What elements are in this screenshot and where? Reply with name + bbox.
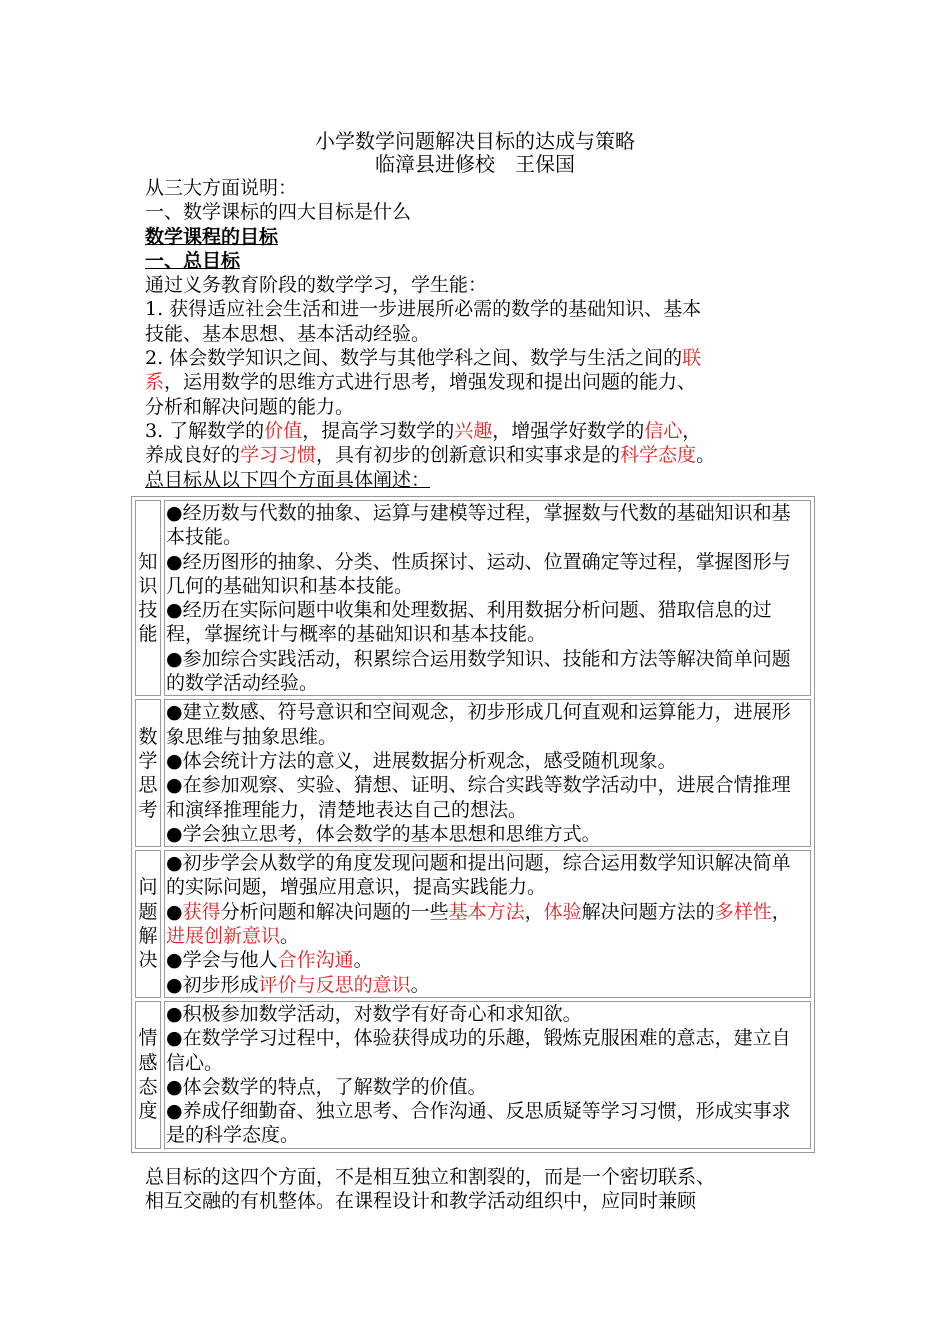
- category-char: 数: [138, 725, 158, 748]
- highlight-text: 基本方法: [448, 900, 525, 923]
- content-cell-attitude: [164, 1001, 811, 1149]
- text: 解决问题方法的: [581, 900, 715, 923]
- goal-item: [166, 900, 809, 949]
- category-char: 问: [138, 876, 158, 899]
- highlight-text: 体验: [543, 900, 582, 923]
- highlight-text: 联: [682, 347, 702, 370]
- goal-item: ●积极参加数学活动，对数学有好奇心和求知欲。: [166, 1002, 582, 1025]
- highlight-text: 学习习惯: [240, 444, 317, 467]
- section-heading: 数学课程的目标: [145, 225, 279, 248]
- category-cell-knowledge: [135, 500, 161, 696]
- category-cell-problem-solving: [135, 850, 161, 998]
- category-char: 学: [138, 749, 158, 772]
- intro-line: 一、数学课标的四大目标是什么: [145, 201, 412, 224]
- summary-line: 总目标从以下四个方面具体阐述：: [145, 468, 431, 491]
- text: ●: [166, 900, 183, 923]
- text: ，: [682, 419, 702, 442]
- goal-item: ●学会独立思考，体会数学的基本思想和思维方式。: [166, 822, 601, 845]
- closing-line: 相互交融的有机整体。在课程设计和教学活动组织中，应同时兼顾: [145, 1190, 697, 1213]
- text: ，: [524, 900, 544, 923]
- highlight-text: 进展创新意识: [166, 925, 281, 948]
- goal-2-line-c: 分析和解决问题的能力。: [145, 395, 355, 418]
- content-cell-knowledge: [164, 500, 811, 696]
- highlight-text: 兴趣: [454, 419, 493, 442]
- category-cell-attitude: [135, 1001, 161, 1149]
- text: 3. 了解数学的: [145, 419, 265, 442]
- text: 。: [353, 949, 373, 972]
- category-char: 知: [138, 550, 158, 573]
- table-row-attitude: [135, 1001, 811, 1149]
- subsection-heading: 一、总目标: [145, 249, 241, 272]
- highlight-text: 多样性: [714, 900, 772, 923]
- goal-item: ●经历图形的抽象、分类、性质探讨、运动、位置确定等过程，掌握图形与几何的基础知识和基本技能。: [166, 550, 791, 597]
- highlight-text: 科学态度: [620, 444, 697, 467]
- content-cell-problem-solving: [164, 850, 811, 998]
- goal-3-line-a: [145, 419, 815, 443]
- category-char: 态: [138, 1075, 158, 1098]
- goal-item: ●在参加观察、实验、猜想、证明、综合实践等数学活动中，进展合情推理和演绎推理能力，清楚地表达自己的想法。: [166, 774, 791, 821]
- highlight-text: 合作沟通: [277, 949, 354, 972]
- text: 。: [696, 444, 716, 467]
- goal-item: ●体会数学的特点，了解数学的价值。: [166, 1075, 487, 1098]
- highlight-text: 信心: [644, 419, 683, 442]
- text: 分析问题和解决问题的一些: [220, 900, 449, 923]
- goal-item: [166, 973, 809, 997]
- text: ，具有初步的创新意识和实事求是的: [316, 444, 621, 467]
- category-char: 技: [138, 599, 158, 622]
- category-char: 度: [138, 1100, 158, 1123]
- goal-2-line-b: [145, 370, 815, 394]
- highlight-text: 价值: [264, 419, 303, 442]
- text: 养成良好的: [145, 444, 241, 467]
- goal-1-line-b: 技能、基本思想、基本活动经验。: [145, 322, 431, 345]
- goal-item: [166, 948, 809, 972]
- category-char: 能: [138, 623, 158, 646]
- highlight-text: 评价与反思的意识: [258, 973, 411, 996]
- goal-item: ●经历在实际问题中收集和处理数据、利用数据分析问题、猎取信息的过程，掌握统计与概率的基础知识和基本技能。: [166, 599, 772, 646]
- table-row-knowledge: [135, 500, 811, 696]
- goal-item: ●建立数感、符号意识和空间观念，初步形成几何直观和运算能力，进展形象思维与抽象思维。: [166, 701, 791, 748]
- category-char: 决: [138, 949, 158, 972]
- goal-1-line-a: 1. 获得适应社会生活和进一步进展所必需的数学的基础知识、基本: [145, 298, 702, 321]
- text: ，: [771, 900, 791, 923]
- category-char: 思: [138, 774, 158, 797]
- text: ●学会与他人: [166, 949, 278, 972]
- category-char: 感: [138, 1051, 158, 1074]
- goal-item: ●在数学学习过程中，体验获得成功的乐趣，锻炼克服困难的意志，建立自信心。: [166, 1027, 791, 1074]
- category-char: 解: [138, 925, 158, 948]
- document-title: 小学数学问题解决目标的达成与策略: [315, 129, 635, 153]
- goal-2-line-a: [145, 346, 815, 370]
- category-char: 情: [138, 1027, 158, 1050]
- closing-line: 总目标的这四个方面，不是相互独立和割裂的，而是一个密切联系、: [145, 1166, 716, 1188]
- category-cell-thinking: [135, 699, 161, 847]
- intro-line: 从三大方面说明：: [145, 177, 298, 199]
- table-row-thinking: [135, 699, 811, 847]
- goal-item: ●养成仔细勤奋、独立思考、合作沟通、反思质疑等学习习惯，形成实事求是的科学态度。: [166, 1100, 791, 1147]
- goal-item: ●初步学会从数学的角度发现问题和提出问题，综合运用数学知识解决简单的实际问题，增强应用意识，提高实践能力。: [166, 852, 791, 899]
- table-row-problem-solving: [135, 850, 811, 998]
- intro-section: [145, 176, 815, 492]
- author-line: 临漳县进修校 王保国: [375, 152, 575, 176]
- text: 。: [280, 925, 300, 948]
- highlight-text: 系: [145, 371, 165, 394]
- goal-item: ●参加综合实践活动，积累综合运用数学知识、技能和方法等解决简单问题的数学活动经验。: [166, 647, 791, 695]
- category-char: 识: [138, 574, 158, 597]
- text: ，提高学习数学的: [302, 419, 455, 442]
- goals-table: [131, 496, 815, 1153]
- text: 2. 体会数学知识之间、数学与其他学科之间、数学与生活之间的: [145, 347, 683, 370]
- category-char: 题: [138, 900, 158, 923]
- text: ●初步形成: [166, 973, 259, 996]
- text: ，运用数学的思维方式进行思考，增强发现和提出问题的能力、: [164, 371, 697, 394]
- lead-paragraph: 通过义务教育阶段的数学学习，学生能：: [145, 274, 488, 297]
- closing-paragraph: [145, 1165, 815, 1214]
- goal-3-line-b: [145, 443, 815, 467]
- text: 。: [410, 973, 430, 996]
- category-char: 考: [138, 798, 158, 821]
- text: ，增强学好数学的: [492, 419, 645, 442]
- goal-item: ●经历数与代数的抽象、运算与建模等过程，掌握数与代数的基础知识和基本技能。: [166, 502, 791, 549]
- goal-item: ●体会统计方法的意义，进展数据分析观念，感受随机现象。: [166, 749, 677, 772]
- highlight-text: 获得: [182, 900, 221, 923]
- content-cell-thinking: [164, 699, 811, 847]
